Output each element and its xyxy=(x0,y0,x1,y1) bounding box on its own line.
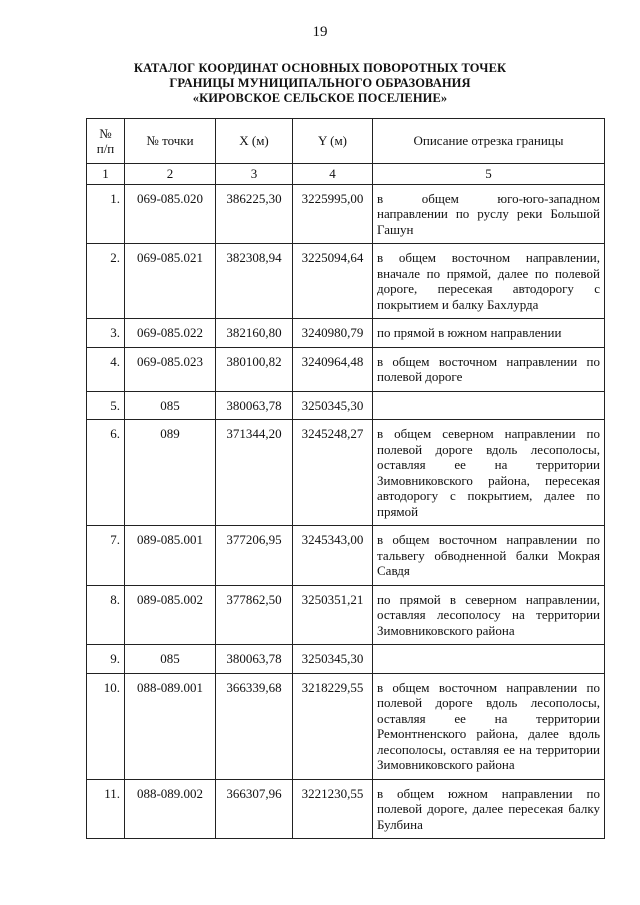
x-coordinate: 380063,78 xyxy=(216,645,293,674)
point-id: 069-085.020 xyxy=(125,184,216,244)
y-coordinate: 3250345,30 xyxy=(293,391,373,420)
segment-description: в общем северном направлении по полевой дороге вдоль лесополосы, оставляя ее на территории Зимовниковского района, пересекая автодорогу с покрытием, далее по прямой xyxy=(373,420,605,526)
table-row xyxy=(87,391,605,420)
header-description: Описание отрезка границы xyxy=(373,119,605,164)
x-coordinate: 366307,96 xyxy=(216,779,293,839)
y-coordinate: 3221230,55 xyxy=(293,779,373,839)
column-number: 3 xyxy=(216,164,293,185)
point-id: 085 xyxy=(125,391,216,420)
table-row xyxy=(87,779,605,839)
table-row xyxy=(87,585,605,645)
point-id: 088-089.001 xyxy=(125,673,216,779)
header-no-line1: № xyxy=(99,125,112,141)
y-coordinate: 3245248,27 xyxy=(293,420,373,526)
header-point: № точки xyxy=(125,119,216,164)
row-number: 8. xyxy=(87,585,125,645)
header-no-line2: п/п xyxy=(96,141,115,156)
segment-description: в общем юго-юго-западном направлении по руслу реки Большой Гашун xyxy=(373,184,605,244)
x-coordinate: 380063,78 xyxy=(216,391,293,420)
table-row xyxy=(87,319,605,348)
y-coordinate: 3240964,48 xyxy=(293,347,373,391)
row-number: 9. xyxy=(87,645,125,674)
x-coordinate: 382160,80 xyxy=(216,319,293,348)
row-number: 11. xyxy=(87,779,125,839)
column-number: 2 xyxy=(125,164,216,185)
header-x: X (м) xyxy=(216,119,293,164)
title-line-2: ГРАНИЦЫ МУНИЦИПАЛЬНОГО ОБРАЗОВАНИЯ xyxy=(169,76,471,90)
segment-description: в общем восточном направлении по тальвегу обводненной балки Мокрая Савдя xyxy=(373,526,605,586)
segment-description: в общем южном направлении по полевой дороге, далее пересекая балку Булбина xyxy=(373,779,605,839)
y-coordinate: 3218229,55 xyxy=(293,673,373,779)
row-number: 7. xyxy=(87,526,125,586)
y-coordinate: 3245343,00 xyxy=(293,526,373,586)
point-id: 089-085.001 xyxy=(125,526,216,586)
row-number: 10. xyxy=(87,673,125,779)
point-id: 089 xyxy=(125,420,216,526)
column-number: 1 xyxy=(87,164,125,185)
row-number: 4. xyxy=(87,347,125,391)
header-no xyxy=(87,119,125,164)
point-id: 069-085.021 xyxy=(125,244,216,319)
x-coordinate: 386225,30 xyxy=(216,184,293,244)
row-number: 3. xyxy=(87,319,125,348)
page-number: 19 xyxy=(312,24,328,40)
y-coordinate: 3225094,64 xyxy=(293,244,373,319)
table-row xyxy=(87,244,605,319)
y-coordinate: 3225995,00 xyxy=(293,184,373,244)
row-number: 2. xyxy=(87,244,125,319)
row-number: 1. xyxy=(87,184,125,244)
column-numbers-row xyxy=(87,164,605,185)
segment-description: по прямой в северном направлении, оставляя лесополосу на территории Зимовниковского района xyxy=(373,585,605,645)
row-number: 5. xyxy=(87,391,125,420)
column-number: 4 xyxy=(293,164,373,185)
table-row xyxy=(87,526,605,586)
segment-description: в общем восточном направлении, вначале по прямой, далее по полевой дороге, пересекая автодорогу с покрытием и балку Бахлурда xyxy=(373,244,605,319)
row-number: 6. xyxy=(87,420,125,526)
title-line-1: КАТАЛОГ КООРДИНАТ ОСНОВНЫХ ПОВОРОТНЫХ ТОЧЕК xyxy=(133,61,507,75)
table-row xyxy=(87,645,605,674)
point-id: 085 xyxy=(125,645,216,674)
table-row xyxy=(87,184,605,244)
segment-description xyxy=(373,645,605,674)
point-id: 069-085.023 xyxy=(125,347,216,391)
segment-description: в общем восточном направлении по полевой дороге вдоль лесополосы, оставляя ее на территории Ремонтненского района, далее вдоль лесополосы, оставляя ее на территории Зимовниковского района xyxy=(373,673,605,779)
x-coordinate: 377206,95 xyxy=(216,526,293,586)
x-coordinate: 371344,20 xyxy=(216,420,293,526)
segment-description: по прямой в южном направлении xyxy=(373,319,605,348)
header-y: Y (м) xyxy=(293,119,373,164)
segment-description: в общем восточном направлении по полевой дороге xyxy=(373,347,605,391)
x-coordinate: 366339,68 xyxy=(216,673,293,779)
document-title xyxy=(0,61,640,106)
x-coordinate: 377862,50 xyxy=(216,585,293,645)
point-id: 088-089.002 xyxy=(125,779,216,839)
point-id: 069-085.022 xyxy=(125,319,216,348)
y-coordinate: 3250345,30 xyxy=(293,645,373,674)
table-header-row xyxy=(87,119,605,164)
coordinates-table xyxy=(86,118,605,839)
title-line-3: «КИРОВСКОЕ СЕЛЬСКОЕ ПОСЕЛЕНИЕ» xyxy=(192,91,448,105)
y-coordinate: 3240980,79 xyxy=(293,319,373,348)
table-row xyxy=(87,420,605,526)
x-coordinate: 380100,82 xyxy=(216,347,293,391)
table-row xyxy=(87,347,605,391)
point-id: 089-085.002 xyxy=(125,585,216,645)
table-row xyxy=(87,673,605,779)
y-coordinate: 3250351,21 xyxy=(293,585,373,645)
x-coordinate: 382308,94 xyxy=(216,244,293,319)
column-number: 5 xyxy=(373,164,605,185)
segment-description xyxy=(373,391,605,420)
